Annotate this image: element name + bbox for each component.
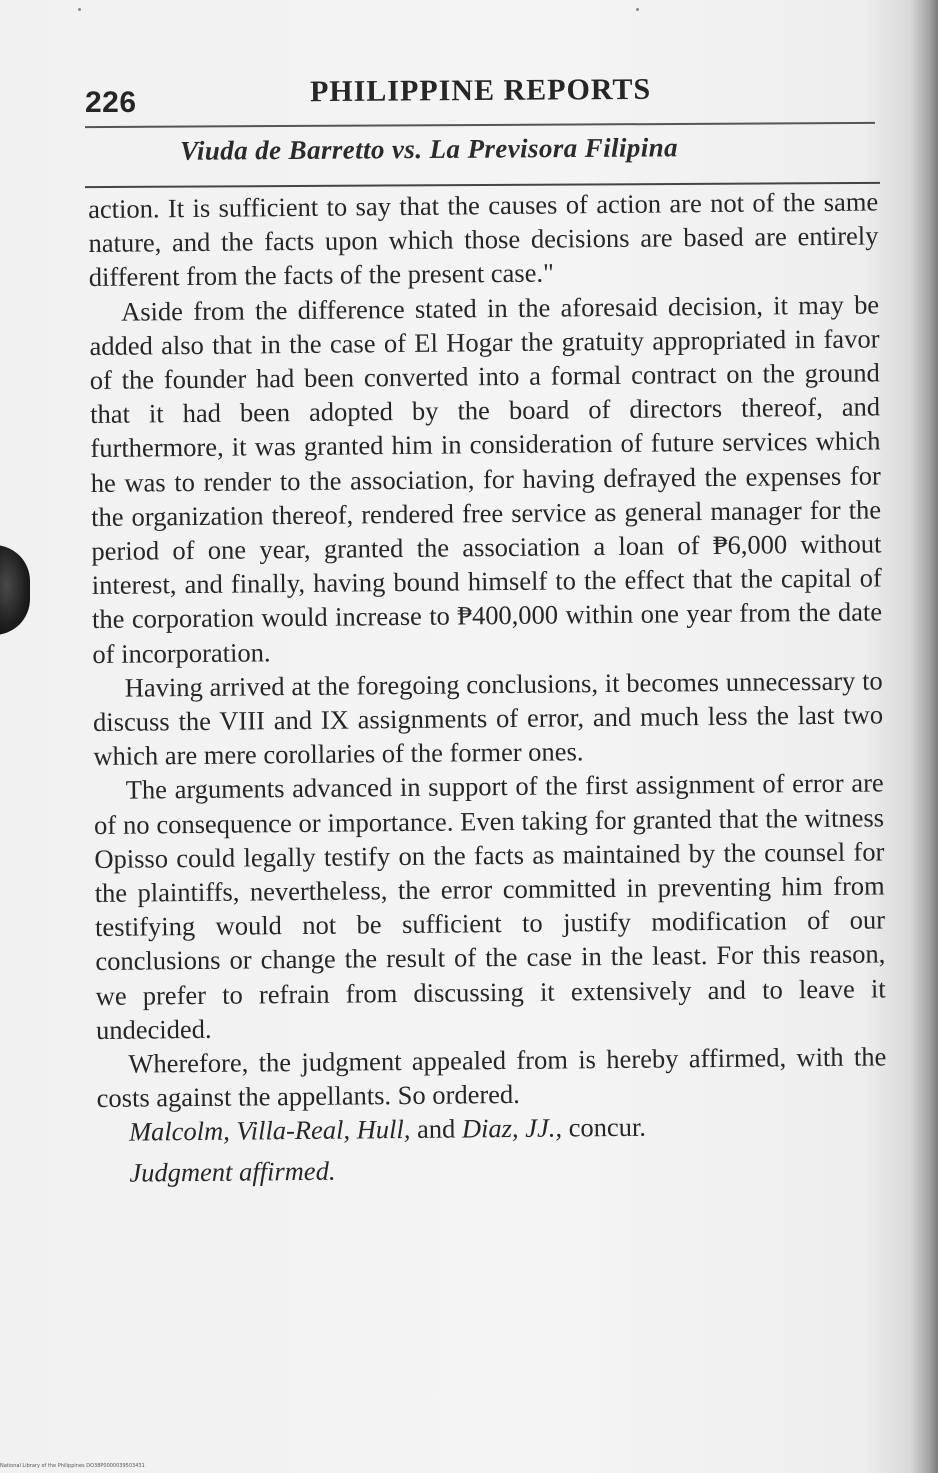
case-caption: Viuda de Barretto vs. La Previsora Filipina — [179, 132, 679, 166]
concurring-justices: Diaz, JJ., — [461, 1112, 563, 1144]
scan-speck — [78, 8, 81, 11]
running-title: PHILIPPINE REPORTS — [309, 72, 652, 109]
page-number: 226 — [85, 86, 137, 119]
concurring-justices: Malcolm, Villa-Real, Hull, — [128, 1114, 411, 1148]
paragraph: Having arrived at the foregoing conclusions, it becomes unnecessary to discuss the VIII and IX assignments of error, and much less the last two which are mere corollaries of the former ones. — [92, 665, 884, 772]
concur-word: concur. — [561, 1112, 647, 1143]
conjunction: and — [410, 1113, 463, 1145]
scan-speck — [636, 8, 639, 11]
judgment-result: Judgment affirmed. — [129, 1155, 336, 1188]
binding-shadow — [910, 0, 938, 1473]
paragraph: Wherefore, the judgment appealed from is hereby affirmed, with the costs against the appellants. So ordered. — [96, 1041, 887, 1114]
page-header — [85, 68, 885, 124]
concurrence-line — [97, 1108, 887, 1150]
paragraph: The arguments advanced in support of the first assignment of error are of no consequence or importance. Even taking for granted that the witness Opisso could legally testify on the facts as maintained by the counsel for the plaintiffs, nevertheless, the error committed in preventing him from testifying would not be sufficient to justify modification of our conclusions or change the result of the case in the least. For this reason, we prefer to refrain from discussing it extensively and to leave it undecided. — [93, 767, 886, 1045]
paragraph-continued: action. It is sufficient to say that the causes of action are not of the same nature, and the facts upon which those decisions are based are entirely different from the facts of the present case." — [88, 186, 879, 293]
paragraph: Aside from the difference stated in the aforesaid decision, it may be added also that in the case of El Hogar the gratuity appropriated in favor of the founder had been converted into a formal contract on the ground that it had been adopted by the board of directors thereof, and furthermore, it was granted him in consideration of future services which he was to render to the association, for having defrayed the expenses for the organization thereof, rendered free service as general manager for the period of one year, granted the association a loan of ₱6,000 without interest, and finally, having bound himself to the effect that the capital of the corporation would increase to ₱400,000 within one year from the date of incorporation. — [89, 289, 883, 669]
punch-hole-mark — [0, 545, 30, 635]
scan-credit: National Library of the Philippines DO38P0000039503431 — [0, 1463, 145, 1469]
opinion-body — [88, 184, 888, 1189]
